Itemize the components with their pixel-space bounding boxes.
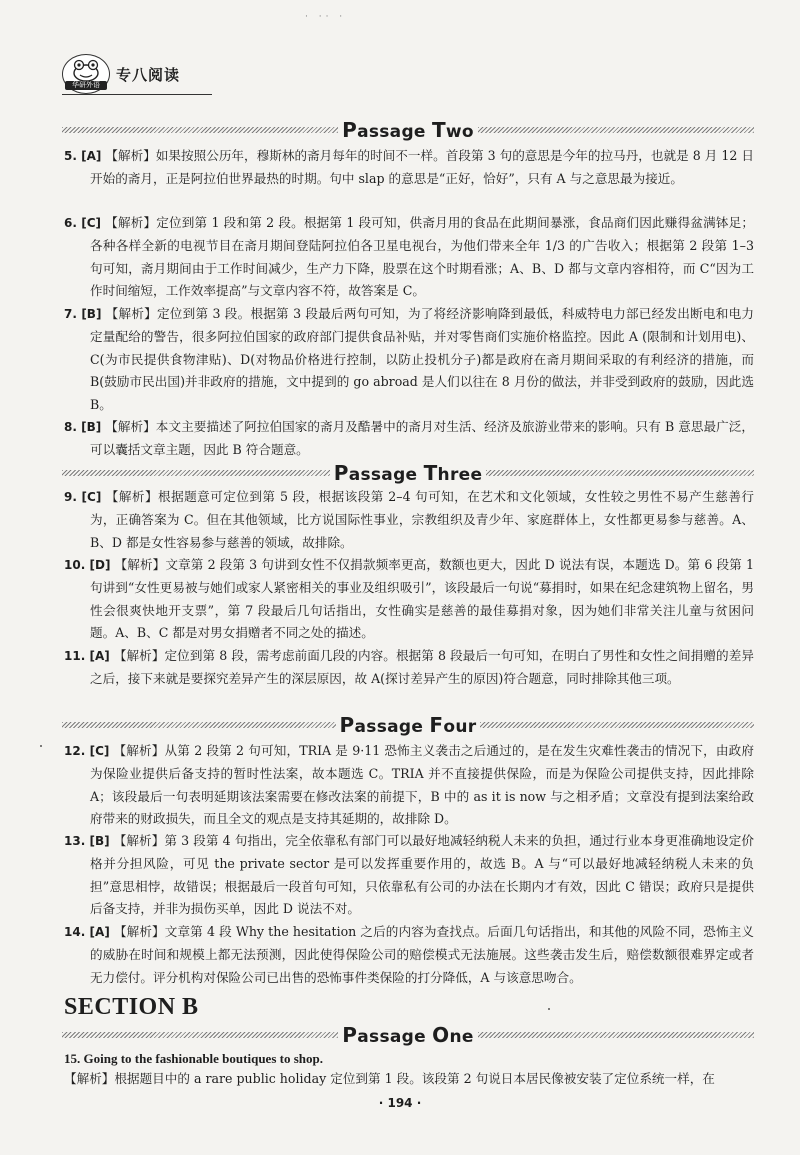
passage-title: Passage Four [339,713,477,737]
hatch-right [480,722,754,728]
passage-heading-three [62,462,754,484]
section-heading: SECTION B [64,994,199,1020]
hatch-right [478,1032,754,1038]
passage-title: Passage One [342,1023,474,1047]
hatch-left [62,1032,338,1038]
passage-heading-two [62,119,754,141]
page-number: · 194 · [378,1096,422,1110]
passage-title: Passage Three [333,461,483,485]
answer-item: 9. [C] 【解析】根据题意可定位到第 5 段，根据该段第 2–4 句可知，在艺术和文化领域，女性较之男性不易产生慈善行为，正确答案为 C。但在其他领域，比方说国际性事业，宗教组织及青少年、家庭群体上，女性都更易参与慈善。A、B、D 都是女性容易参与慈善的领域，故排除。 [64,489,754,550]
answer-item: 10. [D] 【解析】文章第 2 段第 3 句讲到女性不仅捐款频率更高，数额也更大，因此 D 说法有误，本题选 D。第 6 段第 1 句讲到“女性更易被与她们或家人紧密相关的事业及组织吸引”，该段最后一句说“募捐时，如果在纪念建筑物上留名，男性会很爽快地开支票”，第 7 段最后几句话指出，女性确实是慈善的最佳募捐对象，因为她们非常关注儿童与贫困问题。A、B、C 都是对男女捐赠者不同之处的描述。 [64,557,754,641]
header-divider [62,94,212,95]
answer-item: 5. [A] 【解析】如果按照公历年，穆斯林的斋月每年的时间不一样。首段第 3 句的意思是今年的拉马丹，也就是 8 月 12 日开始的斋月，正是阿拉伯世界最热的时期。句中 slap 的意思是“正好，恰好”，只有 A 与之意思最为接近。 [64,148,754,186]
scan-speck [548,1008,550,1010]
answer-item: 8. [B] 【解析】本文主要描述了阿拉伯国家的斋月及酷暑中的斋月对生活、经济及旅游业带来的影响。只有 B 意思最广泛，可以囊括文章主题，因此 B 符合题意。 [64,419,755,457]
scan-marks: · ·· · [305,12,347,22]
answer-item: 11. [A] 【解析】定位到第 8 段，需考虑前面几段的内容。根据第 8 段最后一句可知，在明白了男性和女性之间捐赠的差异之后，接下来就是要探究差异产生的深层原因，故 A(探讨差异产生的原因)符合题意，同时排除其他三项。 [64,648,754,686]
answer-item: 14. [A] 【解析】文章第 4 段 Why the hesitation 之后的内容为查找点。后面几句话指出，和其他的风险不同，恐怖主义的威胁在时间和规模上都无法预测，因此使得保险公司的赔偿模式无法施展。这些袭击发生后，赔偿数额很难界定或者无力偿付。评分机构对保险公司已出售的恐怖事件类保险的打分降低，A 与该意思吻合。 [64,924,755,985]
hatch-left [62,127,338,133]
book-title: 专八阅读 [116,65,181,84]
passage-heading-four [62,714,754,736]
publisher-logo [62,54,110,94]
answer-item: 6. [C] 【解析】定位到第 1 段和第 2 段。根据第 1 段可知，供斋月用的食品在此期间暴涨，食品商们因此赚得盆满钵足；各种各样全新的电视节目在斋月期间登陆阿拉伯各卫星电视台，为他们带来全年 1/3 的广告收入；根据第 2 段第 1–3 句可知，斋月期间由于工作时间减少，生产力下降，股票在这个时期看涨；A、B、D 都与文章内容相符，而 C“因为工作时间缩短，工作效率提高”与文章内容不符，故答案是 C。 [64,215,754,299]
question-15-analysis: 【解析】根据题目中的 a rare public holiday 定位到第 1 段。该段第 2 句说日本居民像被安装了定位系统一样，在 [64,1071,715,1086]
page-header [62,56,180,92]
passage-title: Passage Two [342,118,474,142]
hatch-left [62,470,330,476]
hatch-right [478,127,754,133]
answer-item: 7. [B] 【解析】定位到第 3 段。根据第 3 段最后两句可知，为了将经济影响降到最低，科威特电力部已经发出断电和电力定量配给的警告，很多阿拉伯国家的政府部门提供食品补贴，并对零售商们实施价格监控。因此 A (限制和计划用电)、C(为市民提供食物津贴)、D(对物品价格进行控制，以防止投机分子)都是政府在斋月期间采取的有利经济的措施，而 B(鼓励市民出国)并非政府的措施，文中提到的 go abroad 是人们以往在 8 月份的做法，并非受到政府的鼓励，因此选 B。 [64,306,754,413]
answer-item: 13. [B] 【解析】第 3 段第 4 句指出，完全依靠私有部门可以最好地减轻纳税人未来的负担，通过行业本身更准确地设定价格并分担风险，可见 the private sector 是可以发挥重要作用的，故选 B。A 与“可以最好地减轻纳税人未来的负担”意思相悖，故错误；根据最后一段首句可知，只依靠私有公司的办法在长期内才有效，因此 C 错误；政府只是提供后备支持，并非为损伤买单，因此 D 说法不对。 [64,833,754,917]
scan-speck [40,745,42,747]
hatch-left [62,722,336,728]
passage-heading-one [62,1024,754,1046]
hatch-right [486,470,754,476]
frog-mascot-icon [67,58,105,82]
answer-item: 12. [C] 【解析】从第 2 段第 2 句可知，TRIA 是 9·11 恐怖主义袭击之后通过的，是在发生灾难性袭击的情况下，由政府为保险业提供后备支持的暂时性法案，故本题选 C。TRIA 并不直接提供保险，而是为保险公司提供支持，因此排除 A；该段最后一句表明延期该法案需要在修改法案的前提下，B 中的 as it is now 与之相矛盾；文章没有提到法案给政府带来的财政损失，而且全文的观点是支持其延期的，故排除 D。 [64,743,754,827]
question-15: 15. Going to the fashionable boutiques to shop. [64,1051,323,1066]
logo-text: 华研外语 [65,81,107,90]
